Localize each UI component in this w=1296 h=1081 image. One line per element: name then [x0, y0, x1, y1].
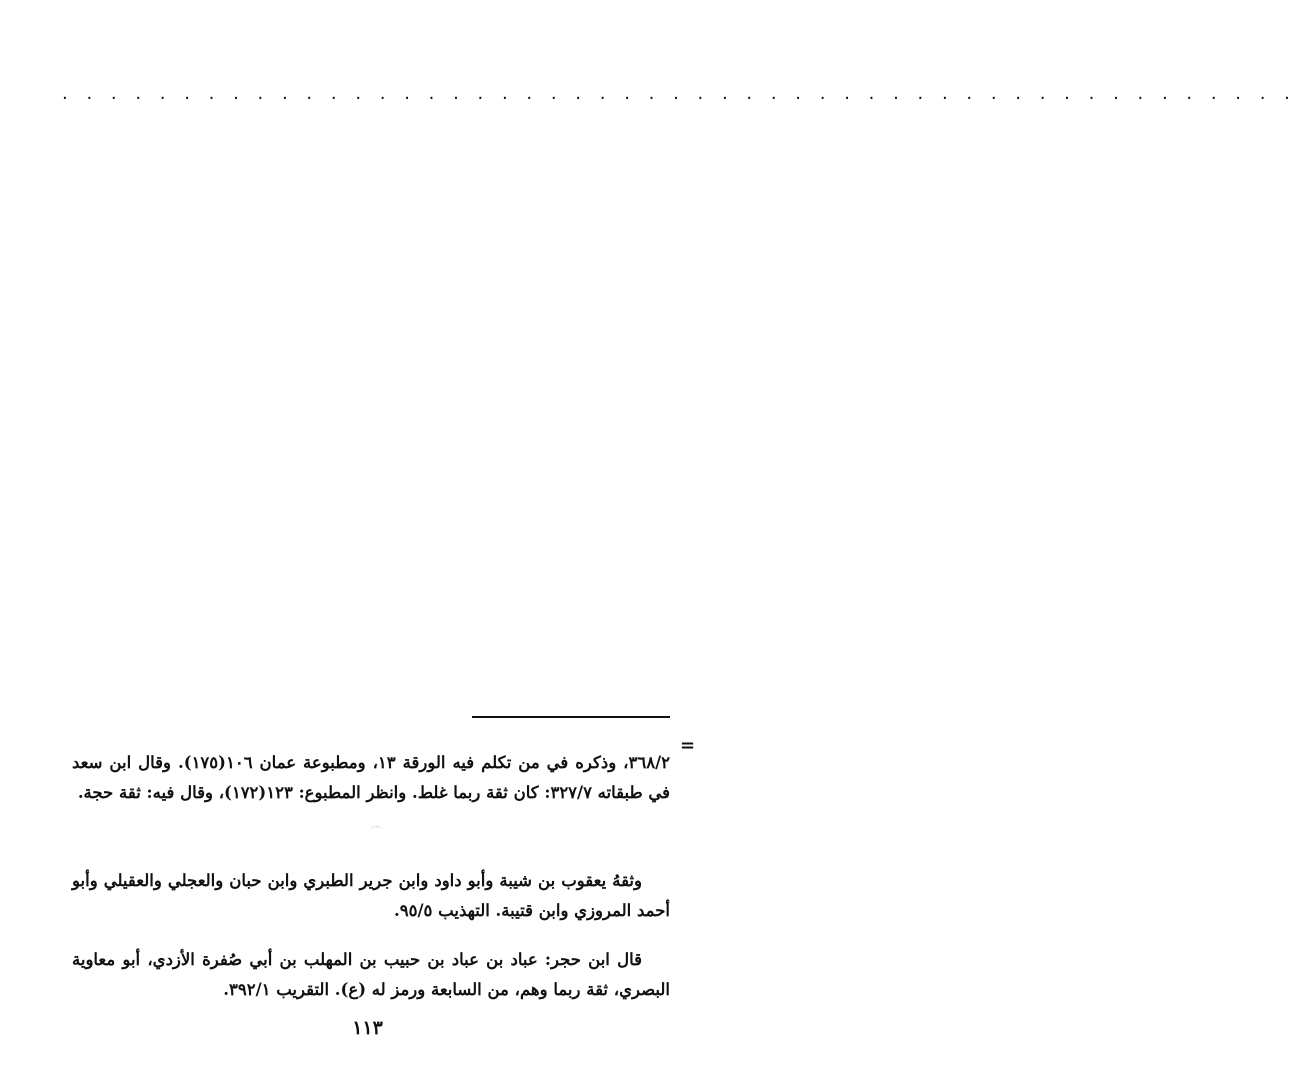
page-number: ١١٣	[352, 1017, 383, 1039]
footnote-separator-rule	[472, 716, 670, 718]
footnote-paragraph-2: وثقهُ يعقوب بن شيبة وأبو داود وابن جرير الطبري وابن حبان والعجلي والعقيلي وأبو أحمد المروزي وابن قتيبة. التهذيب ٩٥/٥.	[72, 870, 670, 920]
header-dotted-line: . . . . . . . . . . . . . . . . . . . . . . . . . . . . . . . . . . . . . . . . . . . . . . . . . . .	[62, 83, 1296, 104]
scan-speck	[370, 826, 382, 837]
footnote-paragraph-3: قال ابن حجر: عباد بن عباد بن حبيب بن المهلب بن أبي صُفرة الأزدي، أبو معاوية البصري، ثقة ربما وهم، من السابعة ورمز له (ع). التقريب ٣٩٢/١.	[72, 949, 670, 999]
footnote-continuation-mark: =	[680, 735, 696, 756]
footnote-paragraph-1: ٣٦٨/٢، وذكره في من تكلم فيه الورقة ١٣، ومطبوعة عمان ١٠٦(١٧٥). وقال ابن سعد في طبقاته ٣٢٧/٧: كان ثقة ربما غلط. وانظر المطبوع: ١٢٣(١٧٢)، وقال فيه: ثقة حجة.	[72, 752, 670, 802]
